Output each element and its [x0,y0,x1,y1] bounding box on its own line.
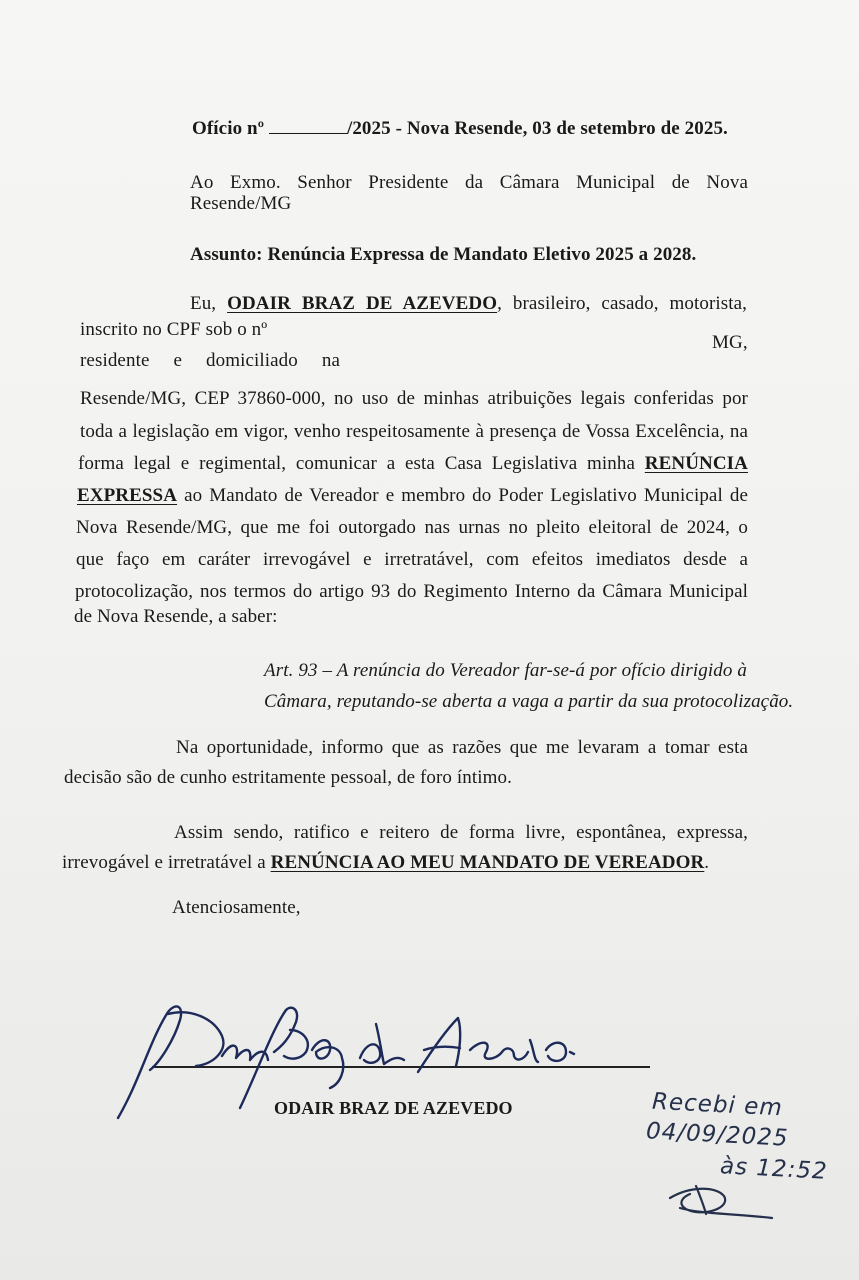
body-p2-line-1: Na oportunidade, informo que as razões que me levaram a tomar esta [176,737,748,758]
signature-stroke [312,1040,343,1088]
closing-text: Atenciosamente, [172,897,301,918]
quote-line-1: Art. 93 – A renúncia do Vereador far-se-á por ofício dirigido à [264,660,747,681]
body-p3-line-1: Assim sendo, ratifico e reitero de forma livre, espontânea, expressa, [174,822,748,843]
body-line-8: Nova Resende/MG, que me foi outorgado nas urnas no pleito eleitoral de 2024, o [76,517,748,538]
body-text: . [704,852,710,873]
body-text: Eu, [190,293,217,314]
body-line-9: que faço em caráter irrevogável e irretratável, com efeitos imediatos desde a [76,549,748,570]
signature-stroke [470,1040,566,1062]
body-p2-line-2: decisão são de cunho estritamente pessoal, de foro íntimo. [64,767,512,788]
signature-stroke [360,1024,404,1064]
body-text: , brasileiro, casado, motorista, [497,293,748,314]
body-line-10: protocolização, nos termos do artigo 93 do Regimento Interno da Câmara Municipal [75,581,748,602]
body-line-2a: inscrito no CPF sob o nº [80,319,268,340]
rubric-stroke [670,1186,772,1218]
signature-stroke [118,1006,223,1118]
body-line-11: de Nova Resende, a saber: [74,606,278,627]
oficio-label: Ofício nº [192,118,265,139]
oficio-date-location: /2025 - Nova Resende, 03 de setembro de 2025. [346,118,728,139]
body-line-3: residente e domiciliado na [80,350,340,371]
body-text: forma legal e regimental, comunicar a esta Casa Legislativa minha [78,453,636,474]
received-note-date: 04/09/2025 [645,1118,790,1152]
signature-stroke [570,1052,574,1054]
subject-line: Assunto: Renúncia Expressa de Mandato Eletivo 2025 a 2028. [190,244,697,265]
body-line-5: toda a legislação em vigor, venho respeitosamente à presença de Vossa Excelência, na [80,421,748,442]
recipient-line-2: Resende/MG [190,193,292,214]
expressa-emphasis: EXPRESSA [77,485,178,506]
body-line-4: Resende/MG, CEP 37860-000, no uso de minhas atribuições legais conferidas por [80,388,748,409]
received-note-time: às 12:52 [719,1153,829,1185]
signatory-name: ODAIR BRAZ DE AZEVEDO [274,1098,513,1118]
quote-line-2: Câmara, reputando-se aberta a vaga a partir da sua protocolização. [264,691,794,712]
renuncia-mandato-emphasis: RENÚNCIA AO MEU MANDATO DE VEREADOR [270,852,705,873]
body-line-2b: MG, [712,332,748,353]
recipient-line-1: Ao Exmo. Senhor Presidente da Câmara Municipal de Nova [190,172,748,193]
declarant-name: ODAIR BRAZ DE AZEVEDO [227,293,498,314]
signature-stroke [418,1018,460,1072]
received-note-line-1: Recebi em [651,1088,784,1122]
body-text: irrevogável e irretratável a [62,852,266,873]
renuncia-emphasis: RENÚNCIA [644,453,748,474]
body-text: ao Mandato de Vereador e membro do Poder Legislativo Municipal de [184,485,748,506]
